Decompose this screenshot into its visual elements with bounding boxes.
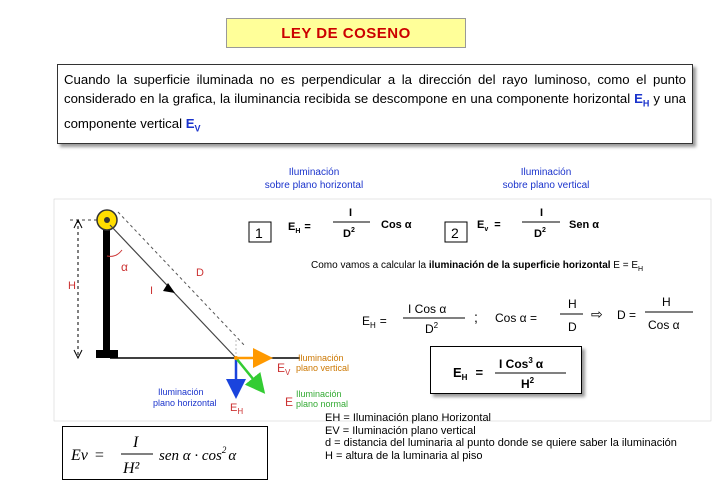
formula2-lhs: $E_v$ =: [477, 219, 501, 233]
intro-text-middle: y una componente vertical: [64, 91, 686, 131]
formula1-lhs: $E_H$ =: [288, 221, 311, 235]
label-d: D: [196, 267, 204, 279]
pole-base: [96, 350, 118, 358]
result-box: [430, 346, 582, 394]
caption-horizontal: Iluminación sobre plano horizontal: [264, 167, 364, 191]
label-i: I: [150, 285, 154, 297]
label-plano-vertical-2: plano vertical: [296, 363, 350, 373]
intro-ev: $E_V$: [185, 115, 201, 134]
intro-text-before: Cuando la superficie iluminada no es perpendicular a la dirección del rayo luminoso, como el punto considerado en la grafica, la iluminancia recibida se descompone en una componente horizontal: [64, 72, 686, 106]
formula1-number: 1: [255, 225, 263, 241]
ev-formula: [63, 427, 267, 479]
label-plano-normal-2: plano normal: [296, 399, 349, 409]
deriv-frac2-den: D: [568, 320, 577, 334]
legend-item: EH = Iluminación plano Horizontal: [325, 412, 492, 424]
label-plano-vertical-1: Iluminación: [298, 353, 344, 363]
result-formula: [431, 347, 581, 393]
label-alpha: α: [121, 260, 128, 274]
label-eh: $E_H$: [230, 402, 244, 416]
deriv-eh: $E_H$ =: [362, 314, 387, 330]
result-lhs: $E_H$ =: [453, 365, 484, 382]
deriv-cos-lhs: Cos α =: [495, 311, 537, 325]
result-num: I Cos$^3$ α: [499, 356, 544, 371]
deriv-frac3-num: H: [662, 295, 671, 309]
formula1-fn: Cos α: [381, 219, 412, 231]
deriv-d-lhs: D =: [617, 308, 637, 322]
ev-lhs: Ev =: [71, 447, 105, 464]
legend-item: H = altura de la luminaria al piso: [325, 449, 483, 462]
deriv-frac1-num: I Cos α: [408, 302, 447, 316]
legend: [325, 412, 725, 462]
calc-sentence: Como vamos a calcular la iluminación de la superficie horizontal $E = E_H$: [311, 260, 644, 273]
ev-den: H²: [123, 460, 140, 477]
diagram-frame: [54, 199, 711, 421]
deriv-semicolon: ;: [474, 309, 478, 325]
deriv-frac3-den: Cos α: [648, 318, 680, 332]
lamp-center: [104, 217, 110, 223]
legend-item: d = distancia del luminaria al punto donde se quiere saber la iluminación: [325, 437, 677, 449]
label-ev: $E_V$: [277, 361, 291, 377]
label-h: H: [68, 280, 76, 292]
ev-formula-box: [62, 426, 268, 480]
formula2-number: 2: [451, 225, 459, 241]
formula2-num: I: [540, 207, 544, 219]
formula2-den: $D^2$: [534, 227, 546, 240]
point-marker: [234, 356, 238, 360]
label-plano-normal-1: Iluminación: [296, 389, 342, 399]
intro-eh: $E_H$: [634, 91, 650, 109]
deriv-frac2-num: H: [568, 297, 577, 311]
ev-rhs: sen $\alpha \cdot \cos^2 \alpha$: [159, 445, 237, 464]
label-plano-horizontal-2: plano horizontal: [153, 398, 217, 408]
formula2-fn: Sen α: [569, 219, 599, 231]
deriv-arrow-icon: ⇨: [591, 306, 603, 322]
legend-item: EV = Iluminación plano vertical: [325, 424, 476, 437]
result-den: $H^2$: [521, 376, 535, 391]
caption-vertical: Iluminación sobre plano vertical: [502, 167, 590, 191]
formula1-num: I: [349, 207, 353, 219]
page-title: LEY DE COSENO: [226, 18, 466, 48]
formula1-den: $D^2$: [343, 227, 355, 240]
pole: [103, 228, 110, 353]
label-plano-horizontal-1: Iluminación: [158, 387, 204, 397]
ev-num: I: [133, 434, 139, 451]
deriv-frac1-den: $D^2$: [425, 321, 439, 336]
label-e: E: [285, 395, 294, 409]
